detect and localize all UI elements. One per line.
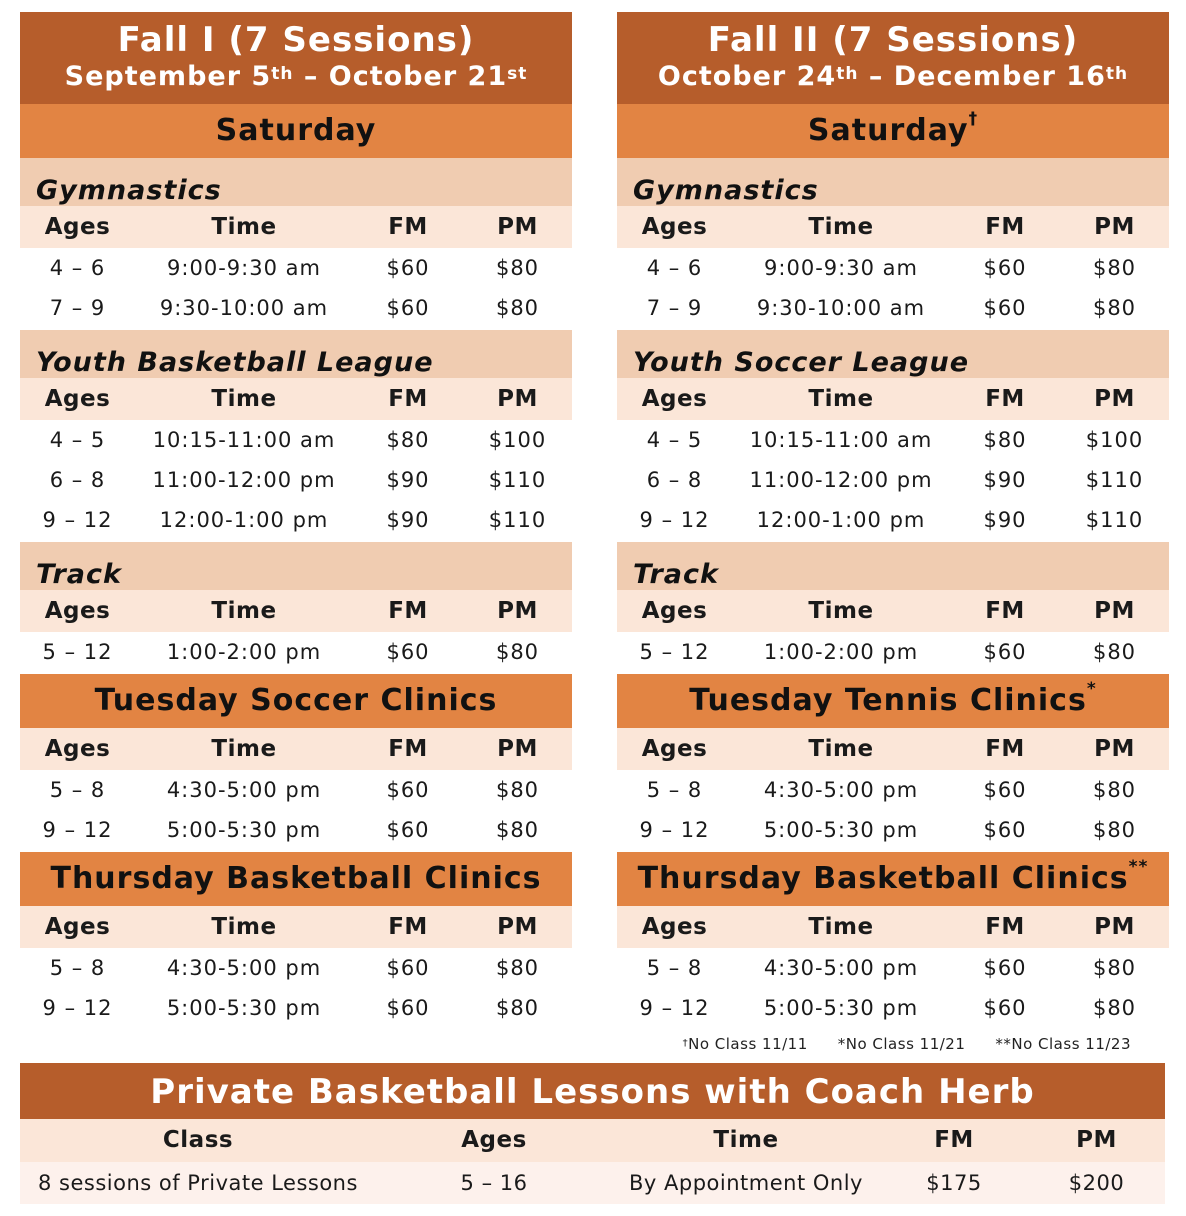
column-fm: FM: [388, 386, 428, 412]
pm-price-cell: $110: [1085, 508, 1144, 532]
ages-cell: 5 – 12: [639, 640, 710, 664]
ages-cell: 6 – 8: [49, 468, 106, 492]
column-pm: PM: [497, 598, 538, 624]
fm-price-cell: $60: [386, 996, 430, 1020]
column-time: Time: [808, 736, 874, 762]
section-label: Gymnastics: [633, 175, 819, 206]
column-fm: FM: [985, 736, 1025, 762]
fm-price-cell: $60: [386, 640, 430, 664]
pm-price-cell: $80: [1092, 640, 1137, 664]
ages-cell: 4 – 6: [49, 256, 106, 280]
ages-cell: 5 – 8: [49, 778, 106, 802]
table-row: [617, 460, 1169, 500]
column-time: Time: [808, 598, 874, 624]
time-cell: 5:00-5:30 pm: [763, 818, 919, 842]
fm-price-cell: $60: [983, 818, 1027, 842]
time-cell: 9:00-9:30 am: [167, 256, 321, 280]
pm-price-cell: $80: [1092, 818, 1137, 842]
column-pm: PM: [1094, 598, 1135, 624]
ages-cell: 5 – 8: [49, 956, 106, 980]
fm-price-cell: $60: [386, 256, 430, 280]
column-pm: PM: [497, 214, 538, 240]
season-dates: [617, 60, 1169, 94]
pm-price-cell: $80: [495, 996, 540, 1020]
clinic-header: [20, 674, 572, 728]
program-header: [617, 330, 1169, 378]
column-fm: FM: [985, 214, 1025, 240]
pm-price-cell: $110: [1085, 468, 1144, 492]
column-header: [617, 906, 1169, 948]
pm-price-cell: $80: [495, 778, 540, 802]
pm-price-cell: $80: [1092, 256, 1137, 280]
start-date: October 24: [657, 61, 837, 92]
column-pm: PM: [497, 914, 538, 940]
table-row: [20, 770, 572, 810]
time-cell: 4:30-5:00 pm: [763, 956, 919, 980]
footnote-text: **No Class 11/23: [995, 1035, 1131, 1053]
pm-price-cell: $200: [1068, 1171, 1125, 1195]
pm-price-cell: $100: [1085, 428, 1144, 452]
fm-price-cell: $60: [386, 778, 430, 802]
section-label: Youth Basketball League: [36, 347, 434, 378]
section-label: Thursday Basketball Clinics: [50, 861, 542, 896]
day-header: [20, 104, 572, 158]
time-cell: 4:30-5:00 pm: [166, 778, 322, 802]
fm-price-cell: $60: [386, 818, 430, 842]
section-label: Track: [36, 559, 122, 590]
column-fm: FM: [388, 598, 428, 624]
ages-cell: 7 – 9: [646, 296, 703, 320]
table-row: [617, 500, 1169, 540]
column-time: Time: [808, 214, 874, 240]
table-row: [617, 810, 1169, 850]
fm-price-cell: $60: [983, 956, 1027, 980]
column-time: Time: [713, 1127, 779, 1153]
column-ages: Ages: [44, 214, 111, 240]
start-date-suffix: th: [271, 64, 294, 84]
session-rows: [20, 420, 572, 542]
time-cell: 12:00-1:00 pm: [756, 508, 926, 532]
season-dates: [20, 60, 572, 94]
column-ages: Ages: [641, 914, 708, 940]
pm-price-cell: $80: [1092, 996, 1137, 1020]
table-row: [20, 288, 572, 328]
program-header: [617, 542, 1169, 590]
table-row: [20, 988, 572, 1028]
footnote-symbol: †: [682, 1038, 689, 1049]
session-rows: [20, 770, 572, 852]
table-row: [617, 988, 1169, 1028]
column-header: [20, 728, 572, 770]
end-date: December 16: [893, 61, 1106, 92]
fm-price-cell: $60: [983, 778, 1027, 802]
fm-price-cell: $175: [926, 1171, 982, 1195]
ages-cell: 9 – 12: [639, 996, 710, 1020]
pm-price-cell: $80: [495, 296, 540, 320]
footnote-text: *No Class 11/21: [837, 1035, 966, 1053]
end-date-suffix: st: [507, 64, 528, 84]
day-header-label: Saturday: [807, 113, 969, 148]
program-header: [20, 158, 572, 206]
session-rows: [20, 632, 572, 674]
column-time: Time: [211, 914, 277, 940]
pm-price-cell: $80: [1092, 778, 1137, 802]
ages-cell: 4 – 5: [646, 428, 703, 452]
table-row: [20, 460, 572, 500]
table-row: [20, 1162, 1165, 1204]
ages-cell: 9 – 12: [42, 996, 113, 1020]
table-row: [617, 948, 1169, 988]
table-row: [20, 500, 572, 540]
table-row: [617, 288, 1169, 328]
time-cell: By Appointment Only: [629, 1171, 863, 1195]
section-label: Tuesday Tennis Clinics: [689, 683, 1087, 718]
column-time: Time: [211, 214, 277, 240]
time-cell: 4:30-5:00 pm: [166, 956, 322, 980]
fm-price-cell: $60: [983, 256, 1027, 280]
footnote: [995, 1030, 1131, 1058]
ages-cell: 5 – 16: [460, 1171, 528, 1195]
session-rows: [617, 248, 1169, 330]
footnote: [838, 1030, 966, 1058]
column-ages: Ages: [44, 386, 111, 412]
private-lessons-title: Private Basketball Lessons with Coach Herb: [20, 1063, 1165, 1119]
column-time: Time: [211, 736, 277, 762]
column-fm: FM: [388, 914, 428, 940]
column-header: [20, 906, 572, 948]
column-ages: Ages: [641, 598, 708, 624]
table-row: [20, 948, 572, 988]
column-time: Time: [211, 598, 277, 624]
column-ages: Ages: [461, 1127, 527, 1153]
footnote-mark: **: [1128, 857, 1149, 877]
column-pm: PM: [1076, 1127, 1117, 1153]
column-fm: FM: [388, 736, 428, 762]
start-date: September 5: [64, 61, 272, 92]
table-row: [20, 632, 572, 672]
ages-cell: 9 – 12: [42, 508, 113, 532]
column-pm: PM: [497, 386, 538, 412]
ages-cell: 7 – 9: [49, 296, 106, 320]
column-header: [20, 206, 572, 248]
date-separator: –: [293, 61, 329, 92]
column-ages: Ages: [44, 736, 111, 762]
table-row: [20, 248, 572, 288]
table-row: [20, 810, 572, 850]
column-ages: Ages: [641, 386, 708, 412]
time-cell: 5:00-5:30 pm: [166, 996, 322, 1020]
time-cell: 11:00-12:00 pm: [749, 468, 933, 492]
date-separator: –: [858, 61, 894, 92]
pm-price-cell: $110: [488, 508, 547, 532]
time-cell: 1:00-2:00 pm: [763, 640, 919, 664]
day-footnote-mark: †: [968, 109, 979, 129]
fm-price-cell: $90: [386, 468, 430, 492]
session-rows: [617, 948, 1169, 1030]
session-rows: [617, 770, 1169, 852]
ages-cell: 9 – 12: [42, 818, 113, 842]
column-class: Class: [162, 1127, 234, 1153]
footnotes: [617, 1030, 1169, 1058]
column-pm: PM: [1094, 214, 1135, 240]
column-time: Time: [808, 914, 874, 940]
fm-price-cell: $90: [983, 468, 1027, 492]
ages-cell: 9 – 12: [639, 508, 710, 532]
start-date-suffix: th: [836, 64, 859, 84]
fall-2-schedule: [617, 12, 1169, 1058]
season-name: Fall I (7 Sessions): [117, 20, 475, 60]
table-row: [20, 420, 572, 460]
footnote-mark: *: [1086, 679, 1097, 699]
ages-cell: 5 – 8: [646, 956, 703, 980]
clinic-header: [617, 674, 1169, 728]
ages-cell: 5 – 12: [42, 640, 113, 664]
time-cell: 11:00-12:00 pm: [152, 468, 336, 492]
table-row: [617, 420, 1169, 460]
pm-price-cell: $110: [488, 468, 547, 492]
private-lessons-column-header: [20, 1119, 1165, 1162]
season-title: [20, 12, 572, 104]
program-header: [20, 330, 572, 378]
time-cell: 9:30-10:00 am: [756, 296, 926, 320]
session-rows: [20, 948, 572, 1030]
ages-cell: 4 – 5: [49, 428, 106, 452]
pm-price-cell: $100: [488, 428, 547, 452]
column-fm: FM: [934, 1127, 974, 1153]
pm-price-cell: $80: [495, 818, 540, 842]
fm-price-cell: $90: [983, 508, 1027, 532]
private-lessons-table: [20, 1063, 1165, 1204]
column-fm: FM: [388, 214, 428, 240]
fm-price-cell: $60: [983, 996, 1027, 1020]
column-header: [20, 590, 572, 632]
column-pm: PM: [1094, 736, 1135, 762]
fm-price-cell: $90: [386, 508, 430, 532]
fm-price-cell: $80: [386, 428, 430, 452]
time-cell: 4:30-5:00 pm: [763, 778, 919, 802]
time-cell: 12:00-1:00 pm: [159, 508, 329, 532]
pm-price-cell: $80: [495, 256, 540, 280]
column-pm: PM: [1094, 386, 1135, 412]
column-time: Time: [808, 386, 874, 412]
pm-price-cell: $80: [1092, 296, 1137, 320]
column-ages: Ages: [641, 214, 708, 240]
column-ages: Ages: [44, 914, 111, 940]
footnote-text: No Class 11/11: [688, 1035, 808, 1053]
section-label: Youth Soccer League: [633, 347, 969, 378]
section-label: Thursday Basketball Clinics: [637, 861, 1129, 896]
time-cell: 10:15-11:00 am: [152, 428, 336, 452]
session-rows: [617, 420, 1169, 542]
table-row: [617, 248, 1169, 288]
column-header: [617, 728, 1169, 770]
column-ages: Ages: [641, 736, 708, 762]
section-label: Tuesday Soccer Clinics: [94, 683, 498, 718]
session-rows: [617, 632, 1169, 674]
pm-price-cell: $80: [495, 956, 540, 980]
table-row: [617, 632, 1169, 672]
day-header: [617, 104, 1169, 158]
ages-cell: 9 – 12: [639, 818, 710, 842]
clinic-header: [617, 852, 1169, 906]
column-header: [617, 206, 1169, 248]
column-pm: PM: [497, 736, 538, 762]
column-header: [617, 378, 1169, 420]
fm-price-cell: $80: [983, 428, 1027, 452]
column-ages: Ages: [44, 598, 111, 624]
class-cell: 8 sessions of Private Lessons: [38, 1171, 358, 1195]
ages-cell: 5 – 8: [646, 778, 703, 802]
column-fm: FM: [985, 914, 1025, 940]
fm-price-cell: $60: [983, 640, 1027, 664]
column-pm: PM: [1094, 914, 1135, 940]
clinic-header: [20, 852, 572, 906]
time-cell: 5:00-5:30 pm: [166, 818, 322, 842]
section-label: Gymnastics: [36, 175, 222, 206]
column-header: [20, 378, 572, 420]
fm-price-cell: $60: [983, 296, 1027, 320]
column-header: [617, 590, 1169, 632]
end-date: October 21: [328, 61, 508, 92]
time-cell: 9:00-9:30 am: [764, 256, 918, 280]
column-fm: FM: [985, 598, 1025, 624]
time-cell: 10:15-11:00 am: [749, 428, 933, 452]
time-cell: 9:30-10:00 am: [159, 296, 329, 320]
table-row: [617, 770, 1169, 810]
ages-cell: 6 – 8: [646, 468, 703, 492]
program-header: [20, 542, 572, 590]
column-time: Time: [211, 386, 277, 412]
footnote: [683, 1030, 808, 1058]
fm-price-cell: $60: [386, 296, 430, 320]
session-rows: [20, 248, 572, 330]
time-cell: 1:00-2:00 pm: [166, 640, 322, 664]
program-header: [617, 158, 1169, 206]
section-label: Track: [633, 559, 719, 590]
fm-price-cell: $60: [386, 956, 430, 980]
season-title: [617, 12, 1169, 104]
pm-price-cell: $80: [1092, 956, 1137, 980]
column-fm: FM: [985, 386, 1025, 412]
pm-price-cell: $80: [495, 640, 540, 664]
day-header-label: Saturday: [215, 113, 377, 148]
end-date-suffix: th: [1105, 64, 1129, 84]
fall-1-schedule: [20, 12, 572, 1030]
season-name: Fall II (7 Sessions): [707, 20, 1079, 60]
time-cell: 5:00-5:30 pm: [763, 996, 919, 1020]
ages-cell: 4 – 6: [646, 256, 703, 280]
